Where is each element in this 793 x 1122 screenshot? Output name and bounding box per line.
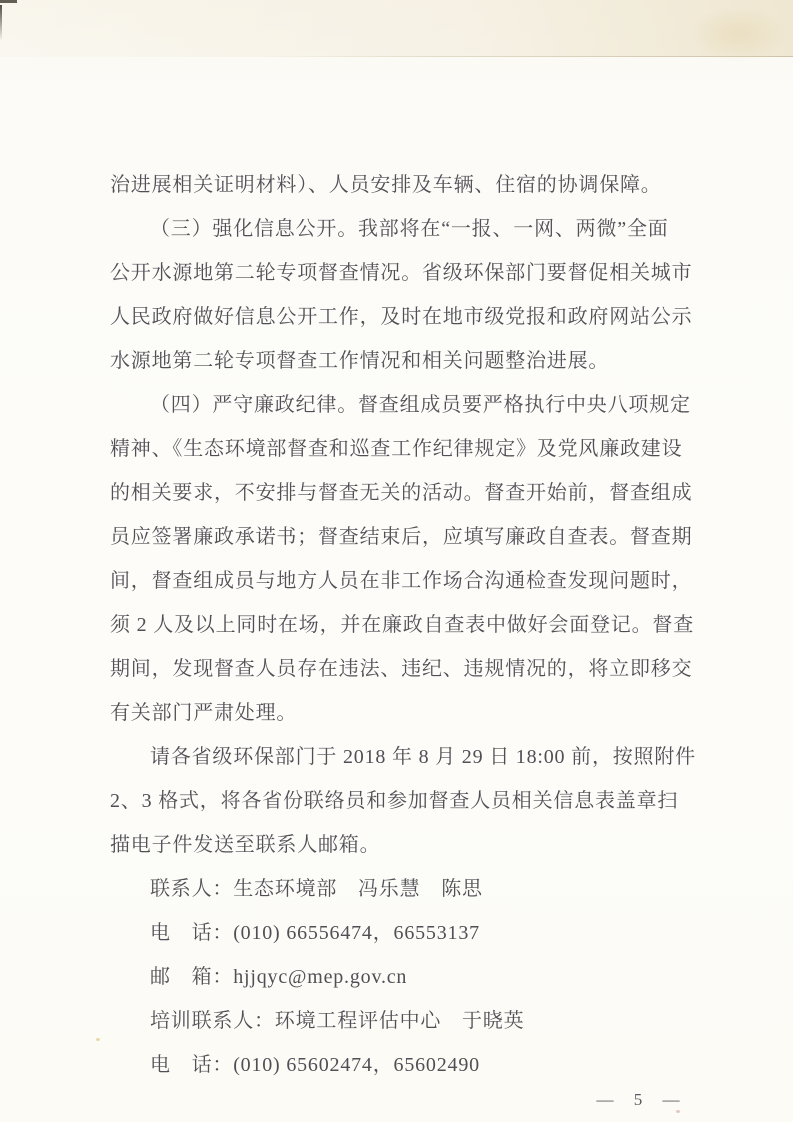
training-phone-line: 电 话：(010) 65602474，65602490 <box>150 1054 480 1076</box>
contact-person-line: 联系人：生态环境部 冯乐慧 陈思 <box>150 878 483 900</box>
text-line: 精神、《生态环境部督查和巡查工作纪律规定》及党风廉政建设 <box>110 438 683 460</box>
text-line: 须 2 人及以上同时在场，并在廉政自查表中做好会面登记。督查 <box>110 614 694 636</box>
document-body <box>110 163 696 1087</box>
text-line-paragraph-start: 请各省级环保部门于 2018 年 8 月 29 日 18:00 前，按照附件 <box>150 746 696 768</box>
text-line: 的相关要求，不安排与督查无关的活动。督查开始前，督查组成 <box>110 482 693 504</box>
scan-artifact-page-seam <box>0 56 793 57</box>
scan-artifact-top-band <box>0 0 793 57</box>
scan-artifact-stain <box>688 6 788 62</box>
scan-artifact-speck <box>676 1110 680 1113</box>
text-line-paragraph-start: （三）强化信息公开。我部将在“一报、一网、两微”全面 <box>150 218 669 240</box>
text-line: 员应签署廉政承诺书；督查结束后，应填写廉政自查表。督查期 <box>110 526 693 548</box>
scan-artifact-speck <box>96 1038 100 1041</box>
page-number: — 5 — <box>596 1090 686 1109</box>
contact-email-line: 邮 箱：hjjqyc@mep.gov.cn <box>150 966 408 988</box>
scan-artifact-left-edge <box>0 5 2 41</box>
text-line: 人民政府做好信息公开工作，及时在地市级党报和政府网站公示 <box>110 306 693 328</box>
text-line: 2、3 格式，将各省份联络员和参加督查人员相关信息表盖章扫 <box>110 790 679 812</box>
text-line: 有关部门严肃处理。 <box>110 702 298 724</box>
training-contact-line: 培训联系人：环境工程评估中心 于晓英 <box>150 1010 525 1032</box>
scan-artifact-corner-mark <box>0 0 17 3</box>
text-line: 描电子件发送至联系人邮箱。 <box>110 834 381 856</box>
text-line: 治进展相关证明材料）、人员安排及车辆、住宿的协调保障。 <box>110 174 662 196</box>
text-line: 间，督查组成员与地方人员在非工作场合沟通检查发现问题时， <box>110 570 693 592</box>
contact-phone-line: 电 话：(010) 66556474，66553137 <box>150 922 480 944</box>
text-line: 期间，发现督查人员存在违法、违纪、违规情况的，将立即移交 <box>110 658 693 680</box>
text-line: 水源地第二轮专项督查工作情况和相关问题整治进展。 <box>110 350 610 372</box>
text-line: 公开水源地第二轮专项督查情况。省级环保部门要督促相关城市 <box>110 262 693 284</box>
text-line-paragraph-start: （四）严守廉政纪律。督查组成员要严格执行中央八项规定 <box>150 394 691 416</box>
